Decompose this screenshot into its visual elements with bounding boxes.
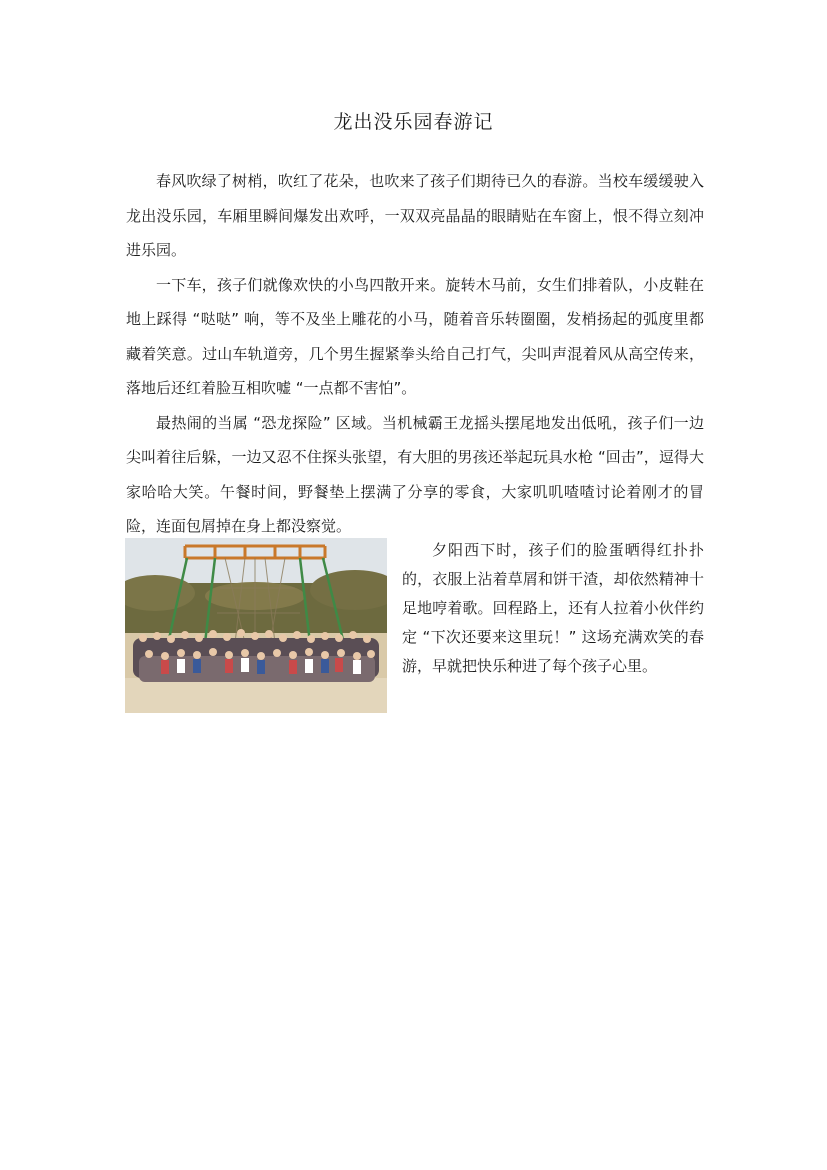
paragraph: 夕阳西下时，孩子们的脸蛋晒得红扑扑的，衣服上沾着草屑和饼干渣，却依然精神十足地哼着歌。回程路上，还有人拉着小伙伴约定 “下次还要来这里玩！” 这场充满欢笑的春游，早就把快乐种进了每个孩子心里。 (402, 541, 704, 675)
article-title: 龙出没乐园春游记 (333, 111, 494, 133)
paragraph: 春风吹绿了树梢，吹红了花朵，也吹来了孩子们期待已久的春游。当校车缓缓驶入龙出没乐园，车厢里瞬间爆发出欢呼，一双双亮晶晶的眼睛贴在车窗上，恨不得立刻冲进乐园。 (126, 172, 704, 259)
group-photo (125, 538, 387, 713)
paragraph: 最热闹的当属 “恐龙探险” 区域。当机械霸王龙摇头摆尾地发出低吼，孩子们一边尖叫着往后躲，一边又忍不住探头张望，有大胆的男孩还举起玩具水枪 “回击”，逗得大家哈哈大笑。午餐时间，野餐垫上摆满了分享的零食，大家叽叽喳喳讨论着刚才的冒险，连面包屑掉在身上都没察觉。 (126, 413, 704, 535)
group-photo-illustration (125, 538, 387, 713)
closing-text (402, 536, 704, 681)
article-body (126, 164, 704, 544)
paragraph: 一下车，孩子们就像欢快的小鸟四散开来。旋转木马前，女生们排着队，小皮鞋在地上踩得 “哒哒” 响，等不及坐上雕花的小马，随着音乐转圈圈，发梢扬起的弧度里都藏着笑意。过山车轨道旁，几个男生握紧拳头给自己打气，尖叫声混着风从高空传来，落地后还红着脸互相吹嘘 “一点都不害怕”。 (126, 275, 704, 397)
